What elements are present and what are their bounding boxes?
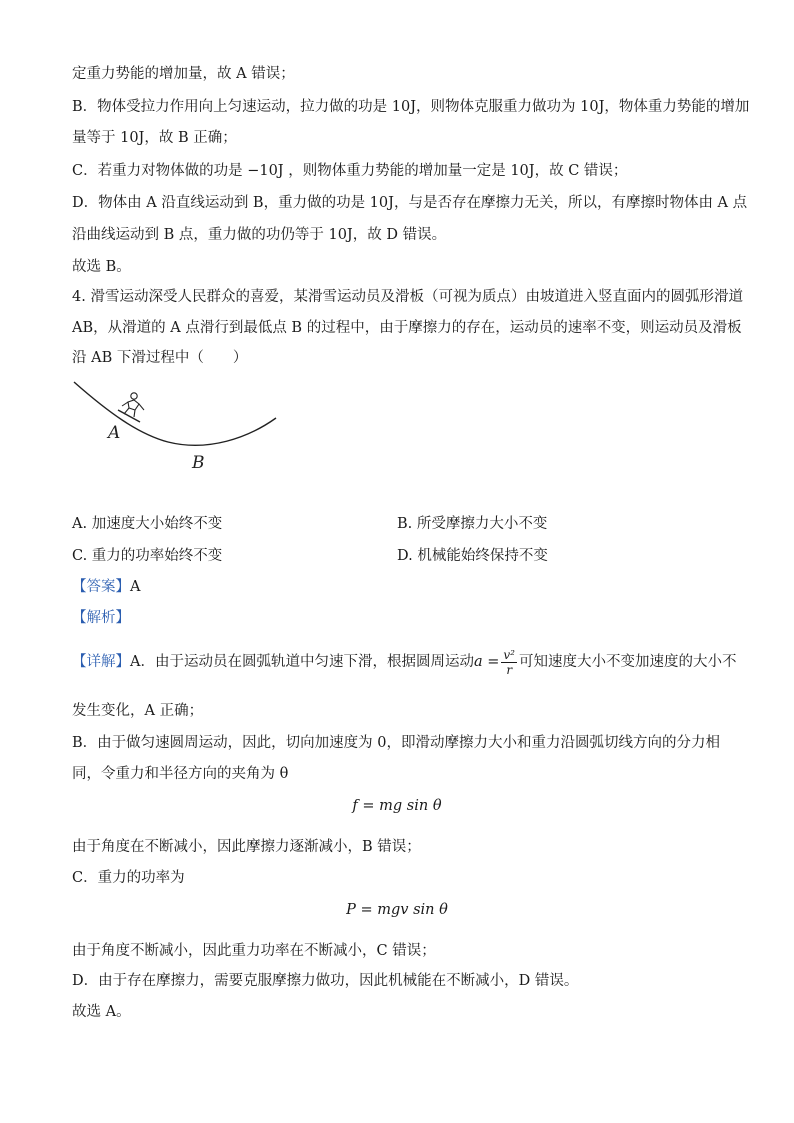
- ski-slope-figure: [68, 372, 288, 477]
- detail-text: A．由于运动员在圆弧轨道中匀速下滑，根据圆周运动: [130, 654, 474, 670]
- formula-numerator: v²: [503, 647, 515, 662]
- question-4-line: 4. 滑雪运动深受人民群众的喜爱，某滑雪运动员及滑板（可视为质点）由坡道进入竖直面内的圆弧形滑道: [72, 289, 743, 305]
- detail-line: 同，令重力和半径方向的夹角为 θ: [72, 766, 289, 782]
- formula-fraction: [501, 648, 517, 677]
- skier-icon: [118, 393, 144, 422]
- analysis-line: [72, 608, 130, 628]
- detail-line: [72, 645, 736, 679]
- detail-line: D．由于存在摩擦力，需要克服摩擦力做功，因此机械能在不断减小，D 错误。: [72, 973, 579, 989]
- text-line: C．若重力对物体做的功是 −10J ，则物体重力势能的增加量一定是 10J，故 C 错误；: [72, 163, 628, 179]
- label-b: B: [192, 453, 205, 473]
- text-line: 沿曲线运动到 B 点，重力做的功仍等于 10J，故 D 错误。: [72, 227, 447, 243]
- formula-denominator: r: [506, 662, 513, 677]
- label-a: A: [108, 423, 121, 443]
- answer-value: A: [130, 579, 141, 595]
- text-line: B．物体受拉力作用向上匀速运动，拉力做的功是 10J，则物体克服重力做功为 10J，物体重力势能的增加: [72, 99, 750, 115]
- slope-arc: [74, 382, 276, 445]
- detail-tag: 【详解】: [72, 654, 130, 670]
- detail-line: 由于角度不断减小，因此重力功率在不断减小，C 错误；: [72, 943, 436, 959]
- option-b[interactable]: B. 所受摩擦力大小不变: [397, 516, 548, 532]
- analysis-tag: 【解析】: [72, 610, 130, 626]
- option-a[interactable]: A. 加速度大小始终不变: [72, 516, 223, 532]
- answer-tag: 【答案】: [72, 579, 130, 595]
- text-line: 定重力势能的增加量，故 A 错误；: [72, 66, 295, 82]
- question-4-line: 沿 AB 下滑过程中（ ）: [72, 350, 248, 366]
- detail-line: B．由于做匀速圆周运动，因此，切向加速度为 0，即滑动摩擦力大小和重力沿圆弧切线方向的分力相: [72, 735, 720, 751]
- detail-line: 发生变化，A 正确；: [72, 703, 204, 719]
- detail-line: 故选 A。: [72, 1004, 131, 1020]
- option-c[interactable]: C. 重力的功率始终不变: [72, 548, 223, 564]
- option-d[interactable]: D. 机械能始终保持不变: [397, 548, 548, 564]
- equation-power: P = mgv sin θ: [346, 902, 448, 918]
- text-line: D．物体由 A 沿直线运动到 B，重力做的功是 10J，与是否存在摩擦力无关，所以，有摩擦时物体由 A 点: [72, 195, 748, 211]
- detail-line: C．重力的功率为: [72, 870, 185, 886]
- text-line: 量等于 10J，故 B 正确；: [72, 130, 237, 146]
- formula-lhs: a =: [473, 654, 500, 670]
- question-4-line: AB，从滑道的 A 点滑行到最低点 B 的过程中，由于摩擦力的存在，运动员的速率不变，则运动员及滑板: [72, 320, 742, 336]
- equation-friction: f = mg sin θ: [352, 798, 442, 814]
- detail-text: 可知速度大小不变加速度的大小不: [518, 654, 737, 670]
- answer-line: [72, 577, 140, 597]
- text-line: 故选 B。: [72, 259, 131, 275]
- detail-line: 由于角度在不断减小，因此摩擦力逐渐减小，B 错误；: [72, 839, 421, 855]
